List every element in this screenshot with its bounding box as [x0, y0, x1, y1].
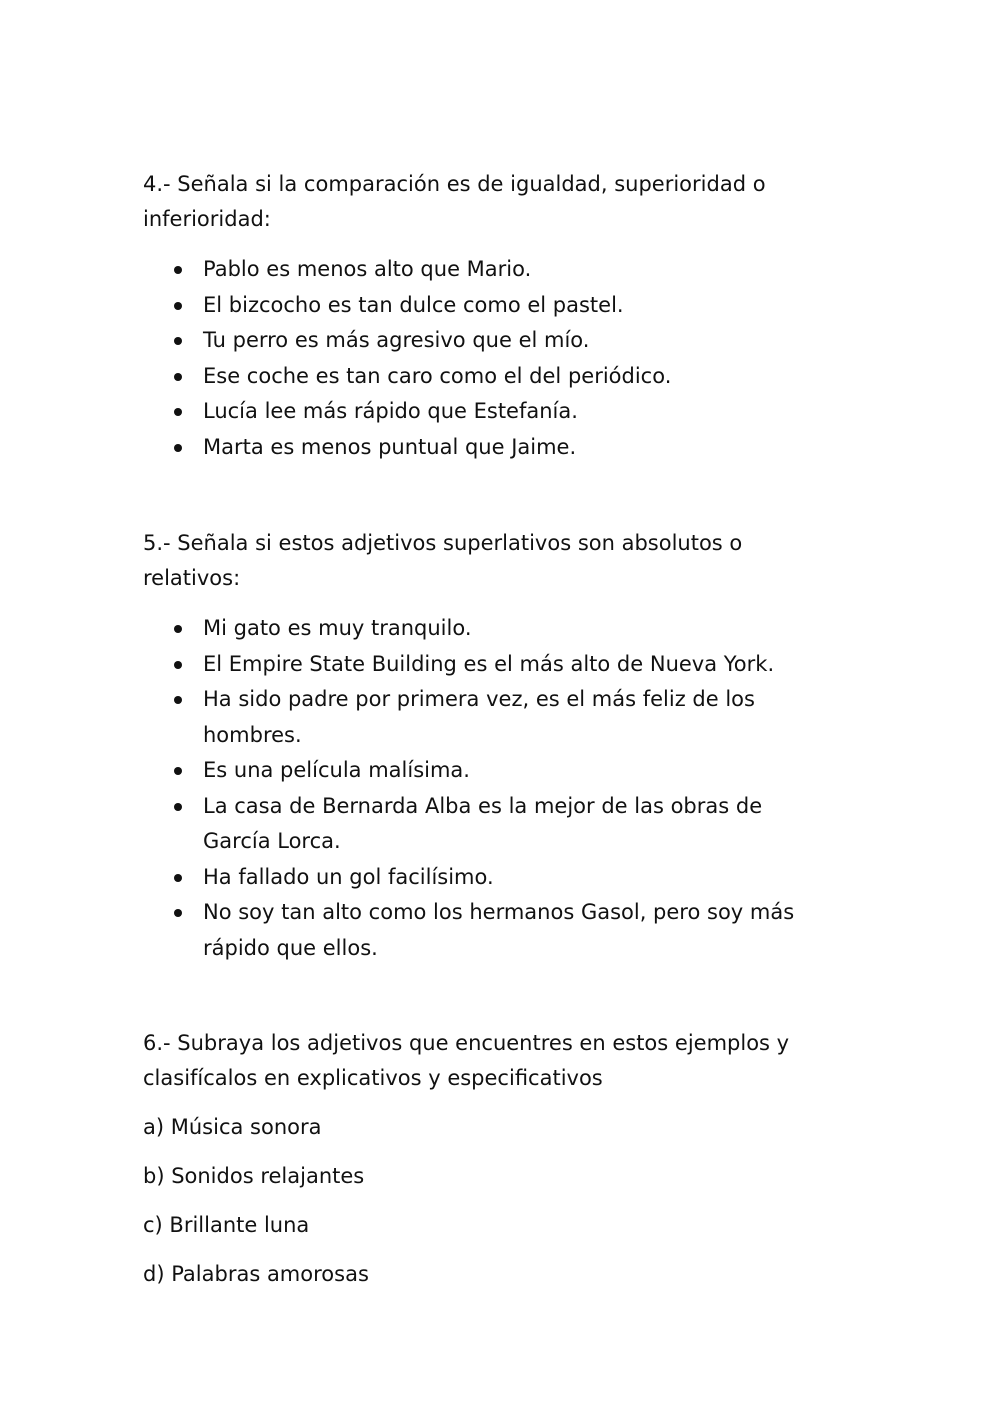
section-5-list [143, 611, 843, 966]
section-5-heading: 5.- Señala si estos adjetivos superlativos son absolutos o relativos: [143, 531, 743, 590]
section-6-heading: 6.- Subraya los adjetivos que encuentres en estos ejemplos y clasifícalos en explicativos y especificativos [143, 1031, 790, 1090]
list-item: Tu perro es más agresivo que el mío. [143, 323, 843, 359]
bullet-icon [174, 373, 182, 381]
option-a-wrapper [143, 1110, 843, 1145]
list-item: El Empire State Building es el más alto de Nueva York. [143, 647, 843, 683]
option-d-wrapper [143, 1257, 843, 1292]
bullet-icon [174, 696, 182, 704]
list-item: Ha sido padre por primera vez, es el más feliz de los hombres. [143, 682, 763, 753]
bullet-icon [174, 408, 182, 416]
option-b: b) Sonidos relajantes [143, 1164, 365, 1188]
list-item: Lucía lee más rápido que Estefanía. [143, 394, 843, 430]
list-item: Ese coche es tan caro como el del periódico. [143, 359, 843, 395]
bullet-icon [174, 444, 182, 452]
list-item: Ha fallado un gol facilísimo. [143, 860, 843, 896]
option-b-wrapper [143, 1159, 843, 1194]
bullet-icon [174, 909, 182, 917]
bullet-icon [174, 302, 182, 310]
section-4-list-wrapper [143, 252, 843, 465]
section-6 [143, 1026, 843, 1096]
bullet-icon [174, 661, 182, 669]
option-c-wrapper [143, 1208, 843, 1243]
section-5-list-wrapper [143, 611, 843, 966]
list-item: Es una película malísima. [143, 753, 843, 789]
option-c: c) Brillante luna [143, 1213, 310, 1237]
list-item: Mi gato es muy tranquilo. [143, 611, 843, 647]
section-5 [143, 526, 843, 596]
option-a: a) Música sonora [143, 1115, 322, 1139]
section-4 [143, 167, 843, 237]
list-item: El bizcocho es tan dulce como el pastel. [143, 288, 843, 324]
bullet-icon [174, 266, 182, 274]
bullet-icon [174, 337, 182, 345]
section-4-list [143, 252, 843, 465]
bullet-icon [174, 767, 182, 775]
bullet-icon [174, 803, 182, 811]
list-item: Marta es menos puntual que Jaime. [143, 430, 843, 466]
bullet-icon [174, 874, 182, 882]
bullet-icon [174, 625, 182, 633]
option-d: d) Palabras amorosas [143, 1262, 369, 1286]
list-item: No soy tan alto como los hermanos Gasol, pero soy más rápido que ellos. [143, 895, 813, 966]
section-4-heading: 4.- Señala si la comparación es de igualdad, superioridad o inferioridad: [143, 172, 766, 231]
list-item: La casa de Bernarda Alba es la mejor de las obras de García Lorca. [143, 789, 793, 860]
list-item: Pablo es menos alto que Mario. [143, 252, 843, 288]
